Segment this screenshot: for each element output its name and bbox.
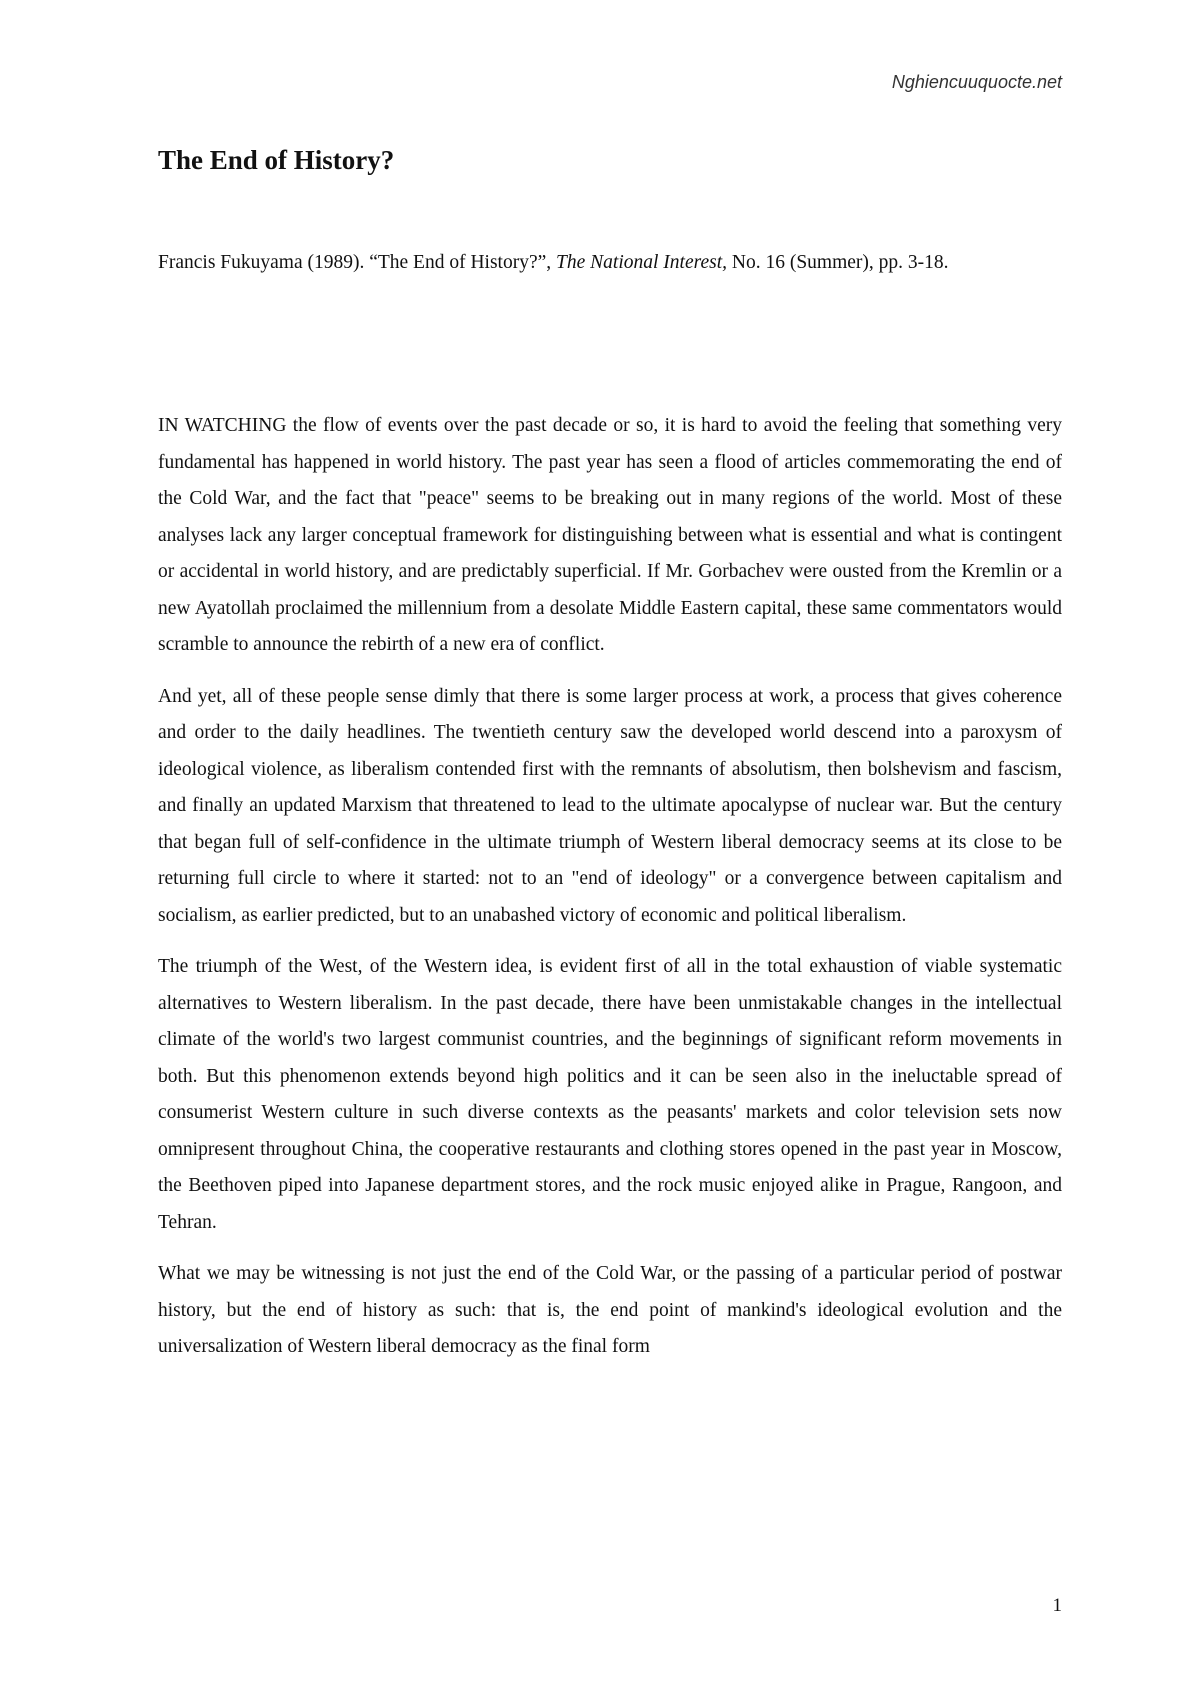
- page-number: 1: [1052, 1595, 1062, 1616]
- article-title: The End of History?: [158, 145, 395, 175]
- citation-journal: The National Interest,: [556, 252, 728, 273]
- paragraph-1: IN WATCHING the flow of events over the past decade or so, it is hard to avoid the feeling that something very fundamental has happened in world history. The past year has seen a flood of articles commemorating the end of the Cold War, and the fact that "peace" seems to be breaking out in many regions of the world. Most of these analyses lack any larger conceptual framework for distinguishing between what is essential and what is contingent or accidental in world history, and are predictably superficial. If Mr. Gorbachev were ousted from the Kremlin or a new Ayatollah proclaimed the millennium from a desolate Middle Eastern capital, these same commentators would scramble to announce the rebirth of a new era of conflict.: [158, 415, 1062, 655]
- paragraph-2: And yet, all of these people sense dimly that there is some larger process at work, a process that gives coherence and order to the daily headlines. The twentieth century saw the developed world descend into a paroxysm of ideological violence, as liberalism contended first with the remnants of absolutism, then bolshevism and fascism, and finally an updated Marxism that threatened to lead to the ultimate apocalypse of nuclear war. But the century that began full of self-confidence in the ultimate triumph of Western liberal democracy seems at its close to be returning full circle to where it started: not to an "end of ideology" or a convergence between capitalism and socialism, as earlier predicted, but to an unabashed victory of economic and political liberalism.: [158, 685, 1062, 926]
- citation: [158, 245, 1062, 281]
- citation-authors: Francis Fukuyama (1989). “The End of History?”,: [158, 252, 552, 273]
- paragraph-4: What we may be witnessing is not just the end of the Cold War, or the passing of a particular period of postwar history, but the end of history as such: that is, the end point of mankind's ideological evolution and the universalization of Western liberal democracy as the final form: [158, 1263, 1062, 1357]
- paragraph-3: The triumph of the West, of the Western idea, is evident first of all in the total exhaustion of viable systematic alternatives to Western liberalism. In the past decade, there have been unmistakable changes in the intellectual climate of the world's two largest communist countries, and the beginnings of significant reform movements in both. But this phenomenon extends beyond high politics and it can be seen also in the ineluctable spread of consumerist Western culture in such diverse contexts as the peasants' markets and color television sets now omnipresent throughout China, the cooperative restaurants and clothing stores opened in the past year in Moscow, the Beethoven piped into Japanese department stores, and the rock music enjoyed alike in Prague, Rangoon, and Tehran.: [158, 956, 1062, 1233]
- citation-details: No. 16 (Summer), pp. 3-18.: [731, 252, 949, 273]
- article-body: [158, 408, 1062, 1381]
- site-header: Nghiencuuquocte.net: [891, 72, 1062, 92]
